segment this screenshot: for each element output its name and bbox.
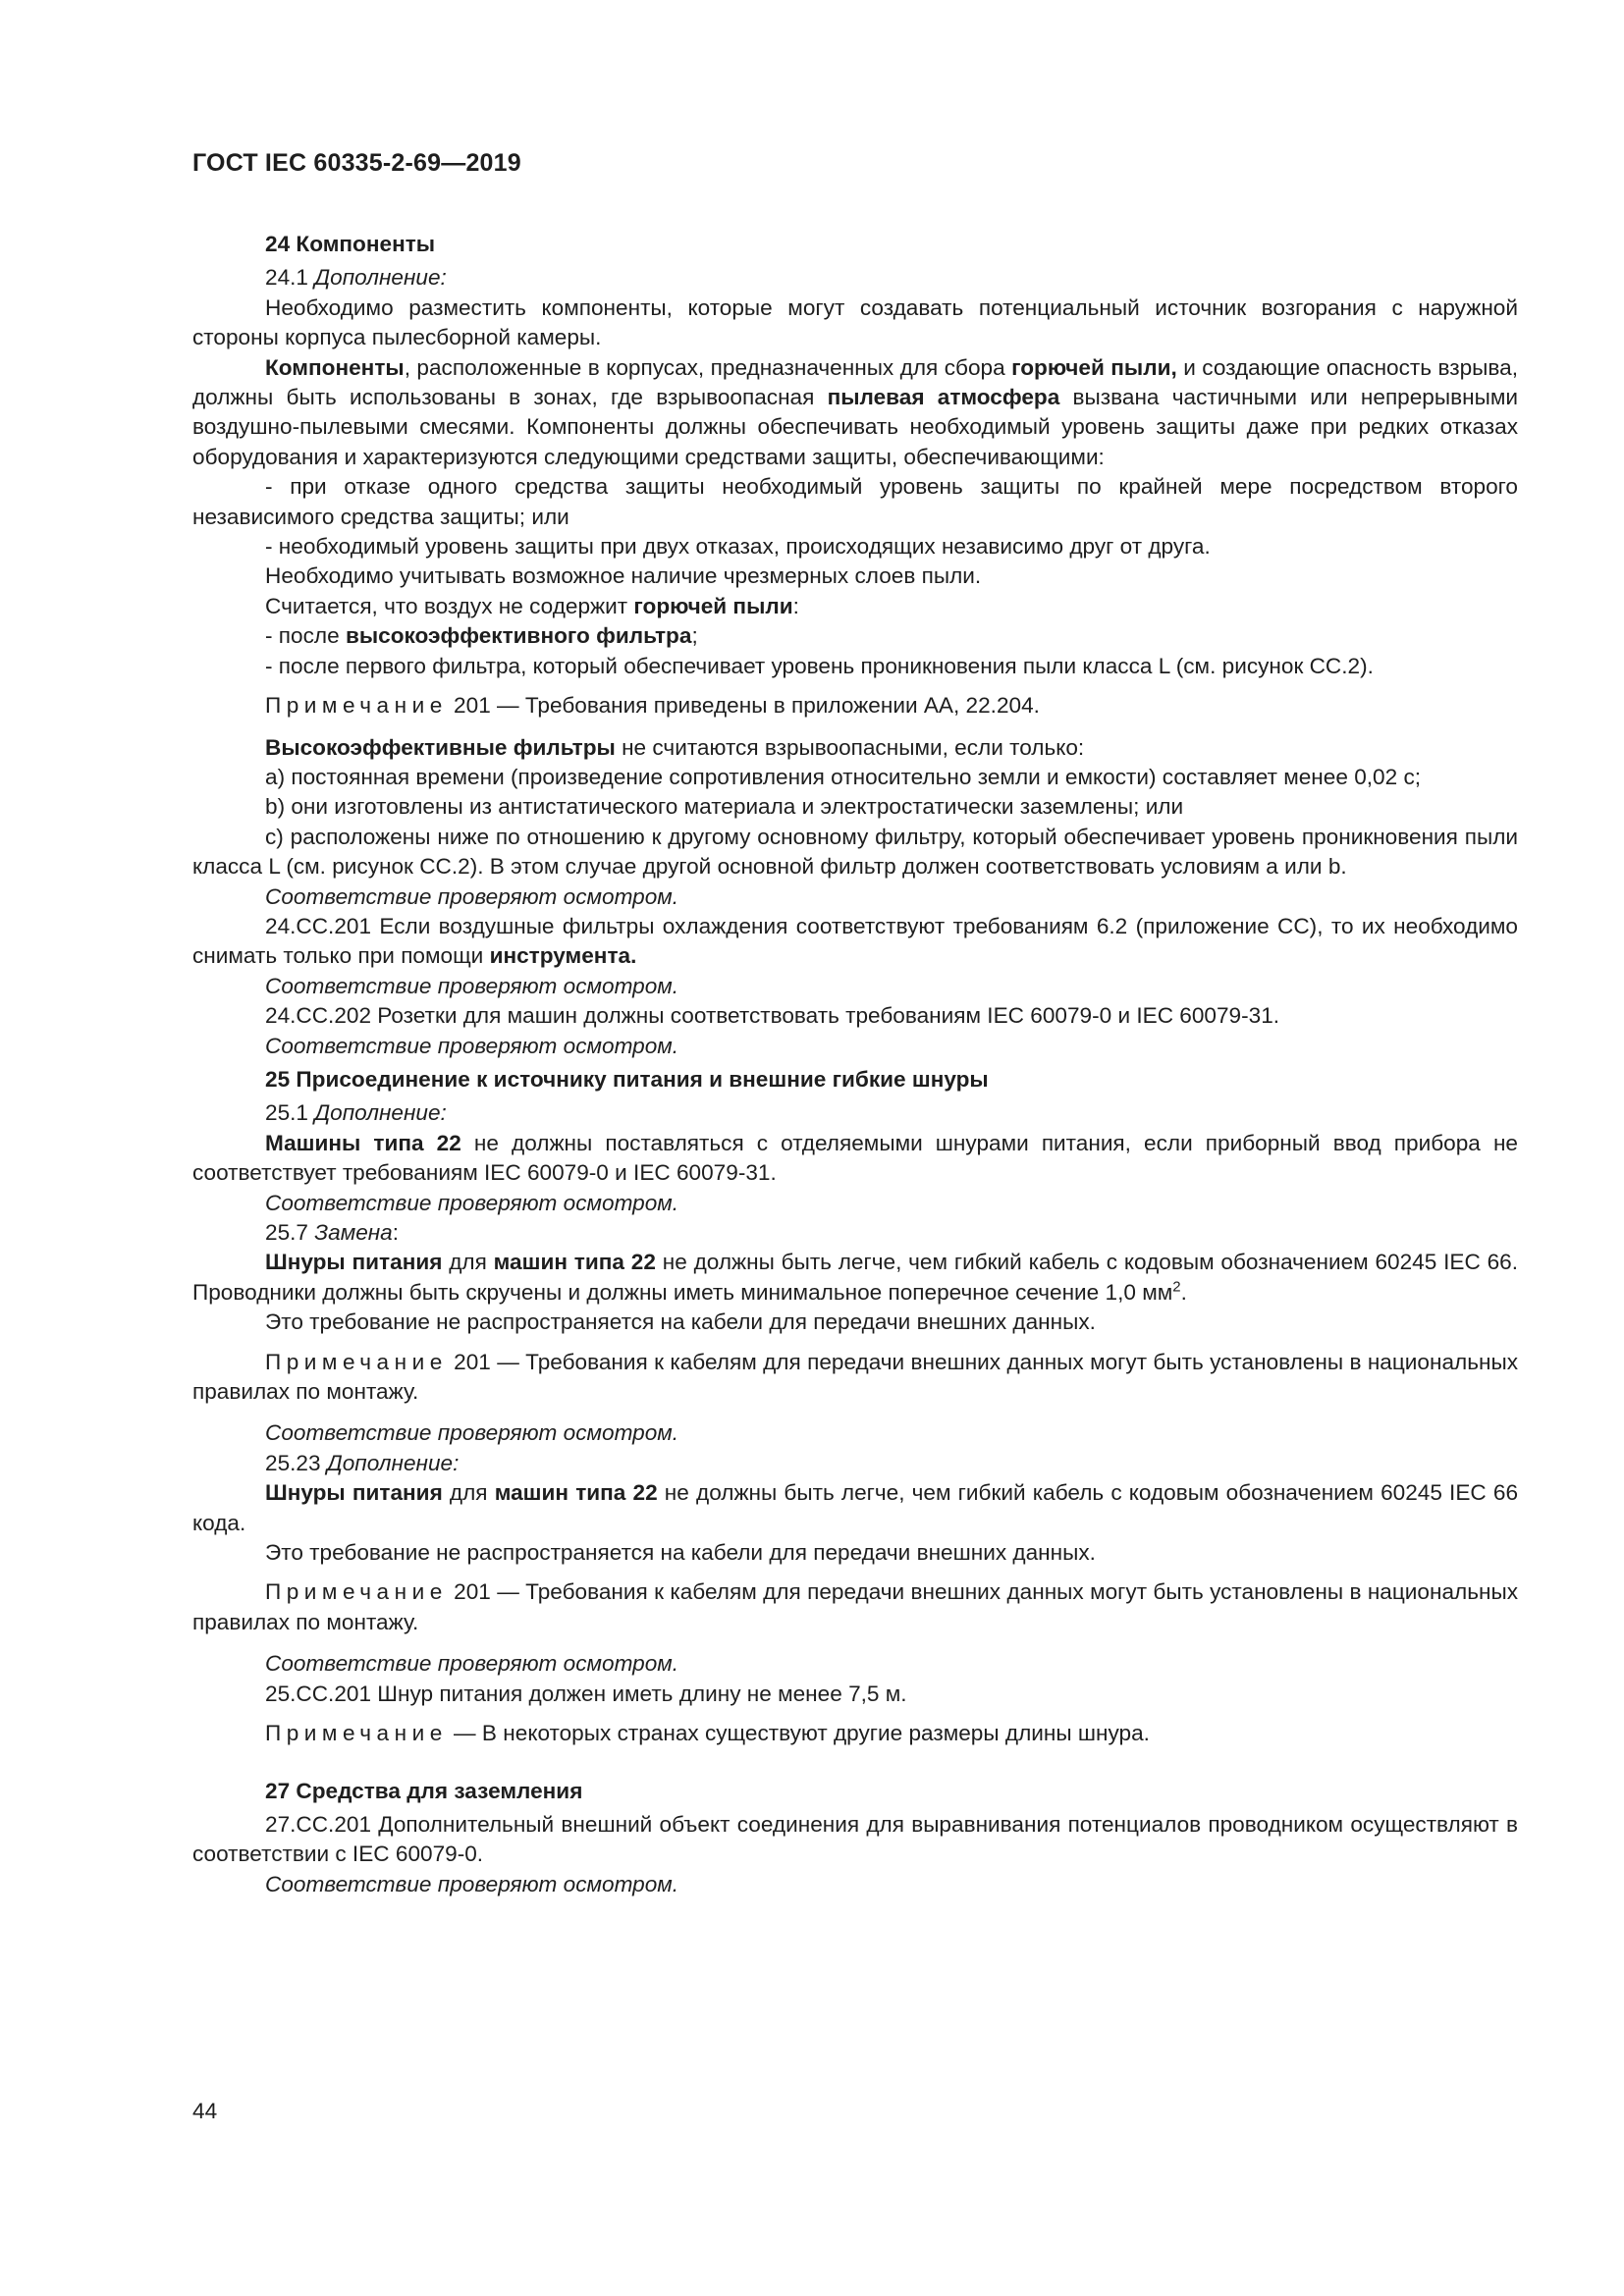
list-item: с) расположены ниже по отношению к другому основному фильтру, который обеспечивает уровень проникновения пыли класса L (см. рисунок CC.2). В этом случае другой основной фильтр должен соответствовать условиям a или b. xyxy=(192,824,1518,880)
paragraph: Шнуры питания для машин типа 22 не должны быть легче, чем гибкий кабель с кодовым обозначением 60245 IEC 66. Проводники должны быть скручены и должны иметь минимальное поперечное сечение 1,0 $мм^2$. xyxy=(192,1250,1518,1305)
clause-25-1: 25.1 Дополнение: xyxy=(265,1100,447,1126)
paragraph: Высокоэффективные фильтры не считаются взрывоопасными, если только: xyxy=(265,734,1085,760)
page-number: 44 xyxy=(192,2099,218,2123)
standard-designation: ГОСТ IEC 60335-2-69—2019 xyxy=(192,149,521,177)
clause-25-cc-201: 25.CC.201 Шнур питания должен иметь длину не менее 7,5 м. xyxy=(265,1681,907,1706)
paragraph: Считается, что воздух не содержит горючей пыли: xyxy=(265,593,799,618)
paragraph: Шнуры питания для машин типа 22 не должны быть легче, чем гибкий кабель с кодовым обозначением 60245 IEC 66 кода. xyxy=(192,1480,1519,1535)
paragraph: Машины типа 22 не должны поставляться с отделяемыми шнурами питания, если приборный ввод прибора не соответствует требованиям IEC 60079-0 и IEC 60079-31. xyxy=(192,1130,1518,1186)
paragraph: Это требование не распространяется на кабели для передачи внешних данных. xyxy=(265,1309,1096,1335)
paragraph: Это требование не распространяется на кабели для передачи внешних данных. xyxy=(265,1540,1096,1566)
section-24-title: 24 Компоненты xyxy=(265,232,436,256)
clause-24-cc-201: 24.CC.201 Если воздушные фильтры охлаждения соответствуют требованиям 6.2 (приложение СС), то их необходимо снимать только при помощи инструмента. xyxy=(192,913,1518,969)
paragraph: Компоненты, расположенные в корпусах, предназначенных для сбора горючей пыли, и создающие опасность взрыва, должны быть использованы в зонах, где взрывоопасная пылевая атмосфера вызвана частичными или непрерывными воздушно-пылевыми смесями. Компоненты должны обеспечивать необходимый уровень защиты даже при редких отказах оборудования и характеризуются следующими средствами защиты, обеспечивающими: xyxy=(192,354,1518,469)
clause-27-cc-201: 27.CC.201 Дополнительный внешний объект соединения для выравнивания потенциалов проводником осуществляют в соответствии с IEC 60079-0. xyxy=(192,1811,1518,1867)
compliance-check: Соответствие проверяют осмотром. xyxy=(265,1190,679,1215)
note: Примечание — В некоторых странах существуют другие размеры длины шнура. xyxy=(265,1721,1150,1746)
paragraph: Необходимо учитывать возможное наличие чрезмерных слоев пыли. xyxy=(265,563,982,589)
clause-25-7: 25.7 Замена: xyxy=(265,1220,400,1245)
compliance-check: Соответствие проверяют осмотром. xyxy=(265,1871,679,1896)
note: Примечание 201 — Требования приведены в приложении АА, 22.204. xyxy=(265,693,1040,719)
document-body xyxy=(192,226,1518,1899)
note: Примечание 201 — Требования к кабелям для передачи внешних данных могут быть установлены в национальных правилах по монтажу. xyxy=(192,1349,1518,1405)
compliance-check: Соответствие проверяют осмотром. xyxy=(265,1420,679,1446)
paragraph: Необходимо разместить компоненты, которые могут создавать потенциальный источник возгорания с наружной стороны корпуса пылесборной камеры. xyxy=(192,294,1518,350)
compliance-check: Соответствие проверяют осмотром. xyxy=(265,1033,679,1058)
section-25-title: 25 Присоединение к источнику питания и внешние гибкие шнуры xyxy=(265,1066,989,1092)
compliance-check: Соответствие проверяют осмотром. xyxy=(265,883,679,909)
list-item: b) они изготовлены из антистатического материала и электростатически заземлены; или xyxy=(265,794,1184,820)
clause-24-1: 24.1 Дополнение: xyxy=(265,265,447,291)
list-item: - после высокоэффективного фильтра; xyxy=(265,623,698,649)
clause-24-cc-202: 24.CC.202 Розетки для машин должны соответствовать требованиям IEC 60079-0 и IEC 60079-31. xyxy=(265,1003,1280,1029)
list-item: - необходимый уровень защиты при двух отказах, происходящих независимо друг от друга. xyxy=(265,534,1211,560)
list-item: - при отказе одного средства защиты необходимый уровень защиты по крайней мере посредством второго независимого средства защиты; или xyxy=(192,474,1518,529)
list-item: а) постоянная времени (произведение сопротивления относительно земли и емкости) составляет менее 0,02 с; xyxy=(265,764,1422,789)
note: Примечание 201 — Требования к кабелям для передачи внешних данных могут быть установлены в национальных правилах по монтажу. xyxy=(192,1579,1518,1634)
clause-25-23: 25.23 Дополнение: xyxy=(265,1450,460,1475)
list-item: - после первого фильтра, который обеспечивает уровень проникновения пыли класса L (см. рисунок CC.2). xyxy=(265,653,1374,678)
compliance-check: Соответствие проверяют осмотром. xyxy=(265,1651,679,1677)
section-27-title: 27 Средства для заземления xyxy=(265,1778,583,1803)
compliance-check: Соответствие проверяют осмотром. xyxy=(265,973,679,998)
